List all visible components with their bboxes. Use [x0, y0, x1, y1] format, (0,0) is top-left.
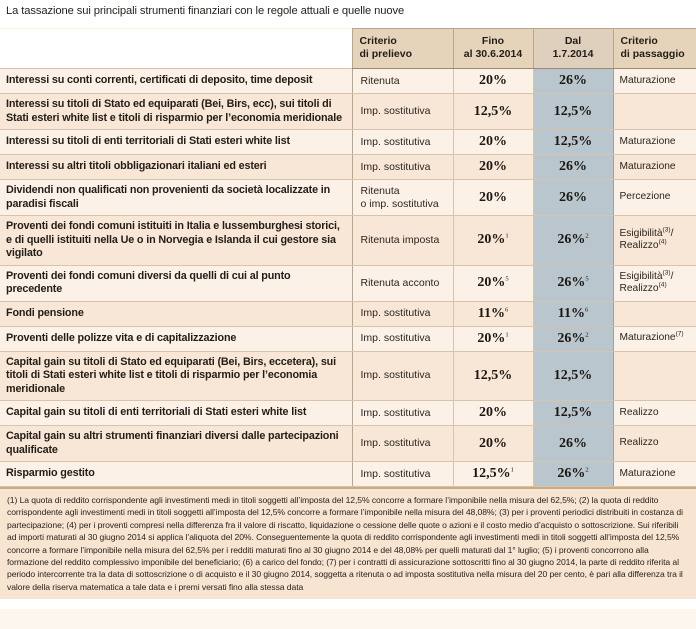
cell-instrument-description: Proventi delle polizze vita e di capitalizzazione: [0, 326, 352, 351]
cell-rate-dal: [533, 265, 613, 301]
criterio-prelievo-line: Ritenuta acconto: [360, 276, 440, 289]
passaggio-part: /: [670, 227, 674, 239]
cell-rate-dal: [533, 301, 613, 326]
footnote-marker: (3): [662, 226, 671, 234]
cell-criterio-passaggio: [613, 426, 696, 462]
footnote-marker: 1: [505, 232, 509, 240]
cell-criterio-prelievo: [352, 216, 453, 266]
cell-rate-dal: [533, 401, 613, 426]
cell-criterio-passaggio: [613, 180, 696, 216]
cell-criterio-passaggio: [613, 69, 696, 94]
rate-value: 20%: [479, 435, 507, 451]
rate-value: 26%: [557, 232, 586, 248]
cell-criterio-prelievo: [352, 155, 453, 180]
footnote-marker: (3): [662, 269, 671, 277]
rate-value: 26%: [559, 159, 587, 174]
cell-criterio-prelievo: [352, 326, 453, 351]
footnote-marker: (4): [658, 281, 667, 289]
passaggio-part: Esigibilità: [619, 270, 663, 282]
criterio-prelievo-line: Imp. sostitutiva: [360, 105, 431, 117]
table-header: [0, 29, 696, 69]
rate-value: 20%: [479, 134, 507, 149]
passaggio-label: Maturazione: [619, 332, 676, 344]
passaggio-part: Realizzo: [619, 240, 659, 252]
table-row: [0, 130, 696, 155]
table-row: [0, 301, 696, 326]
table-row: [0, 180, 696, 216]
cell-criterio-passaggio: [613, 265, 696, 301]
cell-criterio-prelievo: [352, 426, 453, 462]
page-title: La tassazione sui principali strumenti finanziari con le regole attuali e quelle nuove: [6, 5, 405, 17]
passaggio-label: Percezione: [619, 191, 671, 203]
cell-rate-fino: [453, 94, 533, 130]
cell-criterio-passaggio: [613, 94, 696, 130]
passaggio-label: Maturazione: [619, 135, 676, 147]
cell-instrument-description: Interessi su titoli di enti territoriali di Stati esteri white list: [0, 130, 352, 155]
table-row: [0, 94, 696, 130]
cell-criterio-prelievo: [352, 301, 453, 326]
cell-rate-dal: [533, 94, 613, 130]
header-line-2: al 30.6.2014: [463, 48, 523, 60]
cell-criterio-prelievo: [352, 265, 453, 301]
passaggio-label: Maturazione: [619, 74, 676, 86]
table-row: [0, 426, 696, 462]
rate-value: 20%: [479, 189, 507, 205]
cell-instrument-description: Capital gain su titoli di enti territoriali di Stati esteri white list: [0, 401, 352, 426]
rate-value: 20%: [477, 232, 506, 248]
cell-criterio-passaggio: [613, 155, 696, 180]
table-row: [0, 326, 696, 351]
rate-value: 26%: [557, 275, 586, 290]
footnote-marker: (4): [658, 238, 667, 246]
rate-value: 12,5%: [553, 103, 593, 119]
footnote-marker: 2: [585, 330, 589, 338]
passaggio-label: Maturazione: [619, 160, 676, 172]
cell-rate-dal: [533, 180, 613, 216]
header-cell-dal: [533, 29, 613, 69]
header-row: [0, 29, 696, 69]
rate-value: 26%: [557, 330, 586, 346]
footnotes-text: (1) La quota di reddito corrispondente agli investimenti medi in titoli soggetti all’imposta del 12,5% concorre a formare l’imponibile nella misura del 62,5%; (2) la quota di reddito corrispondente agli investimenti medi in titoli soggetti all’imposta del 12,5% concorre a formare l’imponibile nella misura del 48,08%; (3) per i proventi periodici distribuiti in costanza di partecipazione; (4) per i proventi compresi nella differenza fra il valore di riscatto, liquidazione o cessione delle quote o azioni e il costo medio d’acquisto o sottoscrizione. Sui riferibili ad importi maturati al 30 giugno 2014 si applica l’aliquota del 20%. Conseguentemente la quota di reddito corrispondente agli investimenti medi in titoli soggetti all’imposta del 12,5% concorre a formare l’imponibile nella misura del 62,5% per i redditi maturati fino al 30 giugno 2014 e del 48,08% per quelli maturati dal 1° luglio; (5) i proventi concorrono alla formazione del reddito complessivo imponibile del beneficiario; (6) a carico del fondo; (7) per i contratti di assicurazione sottoscritti fino al 30 giugno 2014, la parte di reddito riferita al periodo intercorrente tra la data di sottoscrizione o di acquisto e il 30 giugno 2014, soggetta a ritenuta o ad imposta sostitutiva nella misura del 20 per cento, è pari alla differenza tra il valore della riserva matematica a tale data e i premi versati fino alla stessa data: [7, 495, 683, 592]
footnote-marker: 5: [505, 275, 509, 283]
cell-instrument-description: Capital gain su altri strumenti finanziari diversi dalle partecipazioni qualificate: [0, 426, 352, 462]
cell-criterio-prelievo: [352, 462, 453, 487]
cell-rate-fino: [453, 326, 533, 351]
passaggio-part: Realizzo: [619, 283, 659, 294]
title-bar: [0, 0, 696, 28]
table-row: [0, 265, 696, 301]
rate-value: 20%: [479, 159, 507, 174]
rate-value: 20%: [477, 330, 506, 346]
cell-criterio-prelievo: [352, 401, 453, 426]
rate-value: 12,5%: [553, 367, 593, 383]
cell-rate-fino: [453, 180, 533, 216]
cell-instrument-description: Risparmio gestito: [0, 462, 352, 487]
cell-rate-fino: [453, 401, 533, 426]
cell-criterio-prelievo: [352, 130, 453, 155]
header-line-2: 1.7.2014: [552, 48, 594, 60]
cell-criterio-prelievo: [352, 94, 453, 130]
table-row: [0, 462, 696, 487]
cell-criterio-prelievo: [352, 351, 453, 401]
cell-criterio-passaggio: [613, 351, 696, 401]
table-row: [0, 155, 696, 180]
cell-rate-dal: [533, 216, 613, 266]
cell-rate-dal: [533, 426, 613, 462]
table-row: [0, 401, 696, 426]
header-line-2: di prelievo: [359, 48, 413, 60]
cell-criterio-prelievo: [352, 180, 453, 216]
header-cell-blank: [0, 29, 352, 69]
cell-criterio-passaggio: [613, 216, 696, 266]
passaggio-label: Maturazione: [619, 467, 676, 479]
footnote-marker: 6: [584, 305, 589, 313]
footnote-marker: (7): [675, 330, 684, 338]
passaggio-part: /: [670, 270, 674, 282]
bottom-strip: [0, 599, 696, 609]
rate-value: 26%: [559, 73, 587, 88]
footnote-marker: 6: [504, 305, 509, 313]
footnote-marker: 1: [505, 330, 509, 338]
header-line-1: Fino: [481, 35, 505, 47]
header-cell-criterio-prelievo: [352, 29, 453, 69]
cell-instrument-description: Proventi dei fondi comuni istituiti in Italia e lussemburghesi storici, e di quelli istituiti nella Ue o in Norvegia e Islanda il cui gestore sia vigilato: [0, 216, 352, 266]
cell-criterio-passaggio: [613, 401, 696, 426]
rate-value: 11%: [557, 305, 585, 321]
table-row: [0, 351, 696, 401]
header-line-1: Criterio: [359, 35, 397, 47]
cell-rate-dal: [533, 351, 613, 401]
criterio-prelievo-line: Imp. sostitutiva: [360, 135, 431, 148]
footnote-marker: 2: [585, 232, 589, 240]
cell-rate-fino: [453, 301, 533, 326]
cell-instrument-description: Fondi pensione: [0, 301, 352, 326]
table-body: [0, 69, 696, 487]
cell-rate-dal: [533, 326, 613, 351]
table-row: [0, 216, 696, 266]
passaggio-label: Realizzo: [619, 437, 659, 449]
header-line-2: di passaggio: [620, 48, 685, 60]
cell-criterio-prelievo: [352, 69, 453, 94]
cell-instrument-description: Interessi su titoli di Stato ed equiparati (Bei, Birs, ecc), sui titoli di Stati esteri white list e titoli di risparmio per l’economia meridionale: [0, 94, 352, 130]
cell-criterio-passaggio: [613, 462, 696, 487]
rate-value: 20%: [479, 405, 507, 420]
rate-value: 26%: [557, 466, 586, 481]
footnote-marker: 5: [585, 275, 589, 283]
header-cell-fino: [453, 29, 533, 69]
cell-instrument-description: Dividendi non qualificati non provenienti da società localizzate in paradisi fiscali: [0, 180, 352, 216]
rate-value: 12,5%: [553, 134, 593, 149]
header-cell-criterio-passaggio: [613, 29, 696, 69]
rate-value: 20%: [479, 73, 507, 88]
cell-rate-dal: [533, 155, 613, 180]
criterio-prelievo-line: Imp. sostitutiva: [360, 406, 431, 419]
cell-instrument-description: Interessi su altri titoli obbligazionari italiani ed esteri: [0, 155, 352, 180]
criterio-prelievo-line: Ritenuta: [360, 184, 400, 197]
criterio-prelievo-line: Imp. sostitutiva: [360, 369, 431, 382]
cell-instrument-description: Interessi su conti correnti, certificati di deposito, time deposit: [0, 69, 352, 94]
cell-rate-fino: [453, 462, 533, 487]
cell-criterio-passaggio: [613, 130, 696, 155]
footnotes-block: [0, 487, 696, 599]
criterio-prelievo-line: o imp. sostitutiva: [360, 197, 439, 210]
rate-value: 12,5%: [553, 405, 593, 420]
criterio-prelievo-line: Ritenuta: [360, 74, 400, 87]
cell-rate-fino: [453, 69, 533, 94]
rate-value: 12,5%: [473, 103, 513, 119]
table-row: [0, 69, 696, 94]
footnote-marker: 2: [585, 466, 589, 474]
rate-value: 26%: [559, 435, 587, 451]
cell-rate-fino: [453, 130, 533, 155]
passaggio-part: Esigibilità: [619, 227, 663, 239]
header-line-1: Dal: [564, 35, 582, 47]
criterio-prelievo-line: Imp. sostitutiva: [360, 467, 431, 480]
cell-instrument-description: Proventi dei fondi comuni diversi da quelli di cui al punto precedente: [0, 265, 352, 301]
criterio-prelievo-line: Imp. sostitutiva: [360, 307, 431, 319]
rate-value: 20%: [477, 275, 506, 290]
cell-rate-dal: [533, 69, 613, 94]
rate-value: 11%: [477, 305, 505, 321]
cell-instrument-description: Capital gain su titoli di Stato ed equiparati (Bei, Birs, eccetera), sui titoli di Stati esteri white list e titoli di risparmio per l’economia meridionale: [0, 351, 352, 401]
cell-rate-fino: [453, 351, 533, 401]
cell-rate-fino: [453, 265, 533, 301]
rate-value: 12,5%: [472, 466, 511, 481]
footnote-marker: 1: [510, 466, 514, 474]
rate-value: 12,5%: [473, 367, 513, 383]
criterio-prelievo-line: Imp. sostitutiva: [360, 437, 431, 449]
criterio-prelievo-line: Ritenuta imposta: [360, 233, 440, 246]
cell-rate-fino: [453, 216, 533, 266]
header-line-1: Criterio: [620, 35, 658, 47]
cell-criterio-passaggio: [613, 301, 696, 326]
cell-rate-fino: [453, 155, 533, 180]
criterio-prelievo-line: Imp. sostitutiva: [360, 332, 431, 344]
cell-rate-dal: [533, 130, 613, 155]
rate-value: 26%: [559, 189, 587, 205]
taxation-table: [0, 28, 696, 487]
criterio-prelievo-line: Imp. sostitutiva: [360, 160, 431, 173]
passaggio-label: Realizzo: [619, 406, 659, 418]
cell-criterio-passaggio: [613, 326, 696, 351]
cell-rate-dal: [533, 462, 613, 487]
cell-rate-fino: [453, 426, 533, 462]
